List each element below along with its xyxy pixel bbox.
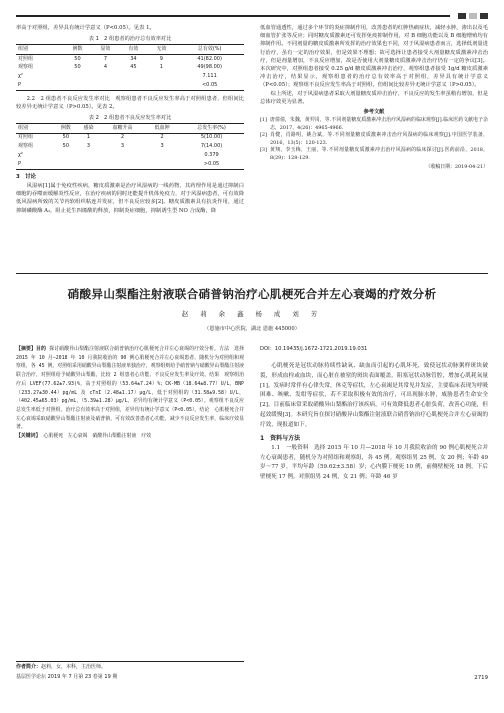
page-number: 2719: [474, 675, 488, 681]
abstract-text: 探讨硝酸异山梨酯注射液联合硝普钠治疗心肌梗死合并左心衰竭的疗效分析。方法 选择 2015 年 10 月—2018 年 10 月我院收治的 90 例心肌梗死合并左心衰竭患者，随机分为对照组和观察组，各 45 例。对照组采用硝酸异山梨酯注射液单独治疗，观察组则给予硝普钠与硝酸异山梨酯注射液联合治疗，对照组给予硝酸异山梨酯，比较 2 组患者心功能、不良反应发生率及疗效。结果 观察组治疗后 LVEF(77.62±7.93)%，高于对照组的（53.64±7.24）%；CK-MB（18.64±8.77）U/L，BNP（233.27±30.44）pg/mL 及 cTnI（2.48±1.17）μg/L，低于对照组的（31.58±9.58）U/L，（402.45±65.03）pg/mL，（5.39±1.28）μg/L，差异均有统计学意义（P<0.05）。观察组不良反应总发生率低于对照组，治疗总有效率高于对照组，差异均有统计学意义（P<0.05）。结论 心肌梗死合并左心衰竭采取硝酸异山梨酯注射液及硝普钠，可有效改善患者心功能，减少不良反应发生率，临床疗效显著。: [16, 346, 244, 431]
table-header-cell: 血糖升高: [112, 124, 133, 131]
table-cell: [91, 72, 119, 81]
table-cell: [77, 151, 100, 160]
table-cell: 2: [120, 134, 125, 141]
section-heading: 1 资料与方法: [260, 434, 301, 442]
page-footer: [16, 674, 488, 684]
reference-number: [3]: [260, 147, 267, 154]
abstract-label: 【摘要】目的: [16, 346, 47, 352]
left-column: [16, 24, 244, 215]
paragraph: 低血管通透性，通过多个环节的炎症抑制作用，改善患者的红肿热痛症状，减轻水肿，渗出以及毛细血管扩张等反应；同时糖皮质激素还可发挥免疫抑制作用，对 B 细胞功能以及 B 细胞增殖均有抑制作用。不同剂量的糖皮质激素所发挥的治疗效果也不同，对于风湿病患者而言，选择低剂量进行治疗，虽有一定的治疗效果，但是效果不理想；故可选择让患者接受大剂量糖皮质激素冲击治疗，但是剂量增加，不良反应增加，故是否使用大剂量糖皮质激素冲击治疗仍有一定的争议[3]。本次研究中，对照组患者接受 0.25 g/d 糖皮质激素冲击治疗，观察组患者接受 1g/d 糖皮质激素冲击治疗，结果显示，观察组患者的治疗总有效率高于对照组，差异具有统计学意义（P<0.05）；观察组不良反应发生率高于对照组，但组间比较差异无统计学意义（P>0.05）。: [260, 25, 488, 89]
abstract: [16, 345, 244, 441]
table-header-cell: 组别: [18, 45, 29, 52]
table-row: [16, 143, 244, 152]
author-note-text: 赵莉，女，本科，主治医师。: [41, 664, 107, 670]
paragraph: 心肌梗死是冠状动脉持续性缺氧、缺血而引起的心肌坏死，致使冠状动脉粥样斑块破裂，形成血栓或血块，而心脏在被窒的斑块表面覆盖，阻塞冠状动脉管腔，增加心肌耗氧量[1]。发病时常伴有心律失常，休克等症状，左心衰竭是其常见并发症，主要临床表现为呼吸困难、咳嗽、发绀等症状，若不采取积极有效的治疗，可出现肺水肿，威胁患者生命安全[2]。目前临床常采取硝酸异山梨酯治疗该疾病，可有效降低患者心脏负荷，改善心功能，但起效缓慢[3]。本研究旨在探讨硝酸异山梨酯注射液联合硝普钠治疗心肌梗死合并左心衰竭的疗效，现报道如下。: [260, 363, 488, 428]
table-cell: 3: [160, 143, 164, 150]
article-authors: 赵 莉 余 鑫 杨 成 刘 芳: [181, 310, 323, 318]
table1-caption: 表 1 2 组患者的治疗总有效率对比: [88, 36, 172, 43]
table-header-cell: 有效: [128, 45, 139, 52]
received-date: （收稿日期：2019-04-21）: [425, 163, 488, 170]
table-cell: 3: [86, 143, 91, 150]
right-column: [260, 24, 488, 171]
table-row: [16, 54, 244, 63]
table-cell: 34: [130, 55, 137, 62]
table-cell: [100, 160, 145, 169]
reference-item: [260, 147, 488, 162]
table-row: [16, 81, 244, 90]
table-cell: 3: [120, 143, 125, 150]
table-cell: [55, 160, 78, 169]
table-cell: [77, 160, 100, 169]
table-cell: 观察组: [18, 143, 34, 150]
reference-item: [260, 132, 488, 147]
table-cell: [64, 81, 92, 90]
author-note-label: 作者简介：: [16, 664, 42, 670]
section-divider: [16, 273, 488, 274]
table-cell: 1: [159, 64, 163, 71]
keywords: 心肌梗死 左心衰竭 硝酸异山梨酯注射液 疗效: [43, 433, 152, 440]
table-cell: 2: [160, 134, 164, 141]
header-decoration-icon: [458, 13, 488, 19]
table-cell: 对照组: [18, 134, 34, 141]
table-cell: 7(14.00): [200, 143, 223, 150]
table-cell: 观察组: [18, 64, 34, 71]
table-cell: [145, 160, 179, 169]
table-header-cell: 例数: [72, 45, 83, 52]
table-cell: 4: [103, 64, 108, 71]
table-cell: P: [18, 81, 22, 88]
table-cell: [119, 72, 147, 81]
header-rule: [16, 13, 488, 19]
table-row: [16, 64, 244, 73]
table-cell: [100, 151, 145, 160]
table-row: [16, 72, 244, 81]
table-cell: 7.111: [202, 72, 217, 79]
reference-item: [260, 117, 488, 132]
table-cell: [147, 72, 175, 81]
table-cell: 45: [130, 64, 137, 71]
table2-caption: 表 2 2 组患者不良反应发生率对比: [88, 115, 172, 122]
table-cell: 50: [62, 143, 70, 150]
table-header-cell: 例数: [60, 124, 71, 131]
table-header-cell: 显效: [100, 45, 111, 52]
table-header-cell: 总有效(%): [197, 45, 222, 52]
reference-list: [260, 117, 488, 163]
table-cell: 50: [62, 134, 70, 141]
table-cell: [145, 151, 179, 160]
table1: [16, 44, 244, 90]
table-cell: [55, 151, 78, 160]
paragraph: 风湿病[1]属于免疫性疾病，糖皮质激素是治疗风湿病的一线药物，其药理作用是通过抑制白细胞的吞噬而缓解炎性反应，在治疗疾病的同时还能提升机体免疫力，对于风湿病患者，可有效降低风湿病所致的关节内软组织粘连并发症，但不良反应较多[2]。糖皮质激素具有抗炎作用，通过抑制磷酸酶 A₂，阻止花生四烯酸的释放，抑制炎症细胞，抑制诱生型 NO 合成酶，降: [16, 182, 244, 214]
table-cell: 0.379: [204, 151, 219, 158]
paragraph: 率高于对照组，差异具有统计学意义（P<0.05）。见表 1。: [16, 25, 155, 31]
table-cell: >0.05: [203, 160, 220, 167]
table-row: [16, 160, 244, 169]
table-header-cell: 无效: [156, 45, 167, 52]
table-cell: [147, 81, 175, 90]
table-cell: 对照组: [18, 55, 34, 62]
table-header-cell: 组别: [18, 124, 29, 131]
table-cell: 49(98.00): [197, 64, 222, 71]
paragraph: 综上所述，对于风湿病患者采取大剂量糖皮质冲击治疗，不良反应的发生率虽稍有增加，但是总体疗效更为显著。: [260, 90, 488, 105]
table-cell: [64, 72, 92, 81]
reference-text: 唐倩倩，朱魏，黄羿岗，等.不同剂量糖皮质激素冲击治疗风湿病的临床观察[J].临床医药文献电子杂志，2017，4(26)：4965-4966.: [270, 117, 488, 131]
reference-text: 肖健，肖路明，姚合斌，等.不同剂量糖皮质激素冲击治疗风湿病的临床观察[J].中国医学装备，2016，13(5)：120-123.: [270, 132, 488, 146]
table-header-cell: 感染: [83, 124, 94, 131]
table-header-cell: 低血钾: [154, 124, 170, 131]
table-cell: χ²: [18, 72, 23, 79]
table-cell: [119, 81, 147, 90]
table-cell: 7: [103, 55, 108, 62]
table-cell: <0.05: [201, 81, 218, 88]
table-cell: 50: [74, 55, 81, 62]
section-heading: 3 讨论: [16, 173, 36, 180]
table-cell: 1: [86, 134, 91, 141]
author-note: [16, 661, 244, 672]
table-cell: 9: [159, 55, 163, 62]
table-cell: 41(82.00): [197, 55, 222, 62]
table2: [16, 123, 244, 169]
table-cell: [91, 81, 119, 90]
article-title: 硝酸异山梨酯注射液联合硝普钠治疗心肌梗死合并左心衰竭的疗效分析: [67, 287, 437, 301]
doi: DOI：10.19435/j.1672-1721.2019.19.031: [260, 346, 368, 352]
table-cell: χ²: [18, 151, 23, 158]
table-cell: 50: [74, 64, 81, 71]
affiliation: （恩施市中心医院，湖北 恩施 445000）: [204, 326, 300, 332]
paragraph: 2.2 2 组患者不良反应发生率对比 观察组患者不良反应发生率高于对照组患者，但组间比较差异无统计学意义（P>0.05）。见表 2。: [16, 95, 244, 110]
keywords-label: 【关键词】: [16, 433, 41, 440]
table-cell: P: [18, 160, 22, 167]
body-right-column: [260, 345, 488, 483]
reference-text: 黄翔，李玉梅，王丽，等.不同剂量糖皮质激素冲击治疗风湿病的临床探讨[J].医药前沿，2018，8(29)：128-129.: [270, 147, 488, 162]
reference-number: [2]: [260, 132, 267, 139]
table-cell: 5(10.00): [200, 134, 223, 141]
table-row: [16, 151, 244, 160]
table-row: [16, 133, 244, 142]
paragraph: 1.1 一般资料 选择 2015 年 10 月—2018 年 10 月我院收治的 90 例心肌梗死合并左心衰竭患者，随机分为对照组和观察组，各 45 例。观察组男 25 例，女 20 例；年龄 49 岁～77 岁，平均年龄（59.62±3.58）岁；心内膜下梗死 10 例，前侧壁梗死 18 例，下后壁梗死 17 例。对照组男 24 例，女 21 例；年龄 46 岁: [260, 444, 488, 481]
table-header-cell: 总发生率(%): [197, 124, 226, 131]
reference-number: [1]: [260, 117, 267, 124]
journal-info: 基层医学论坛 2019 年 7 月第 23 卷第 19 期: [16, 674, 118, 680]
references-heading: 参考文献: [363, 109, 385, 116]
